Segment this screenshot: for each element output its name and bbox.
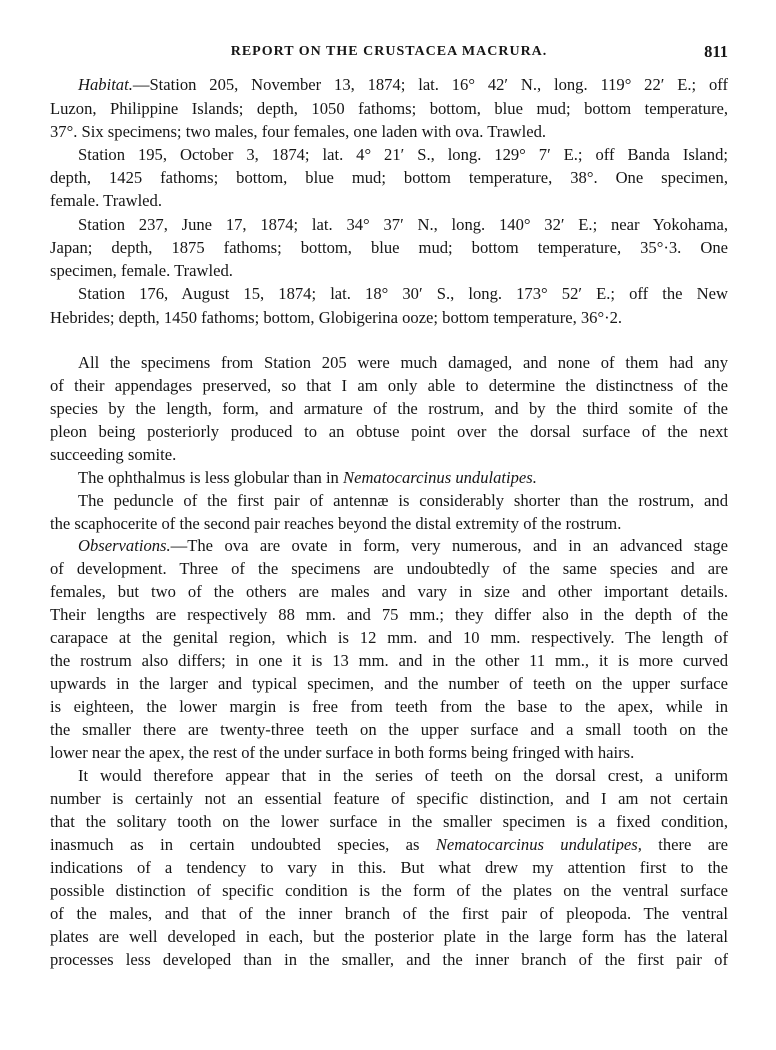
text-line [50, 397, 728, 420]
text-run: that the solitary tooth on the lower surface in the smaller specimen is a fixed condition, [50, 812, 728, 831]
text-run: Their lengths are respectively 88 mm. and 75 mm.; they differ also in the depth of the [50, 605, 728, 624]
text-run: is eighteen, the lower margin is free from teeth from the base to the apex, while in [50, 697, 728, 716]
text-line [50, 902, 728, 925]
text-run: of development. Three of the specimens are undoubtedly of the same species and are [50, 559, 728, 578]
text-run: possible distinction of specific condition is the form of the plates on the ventral surface [50, 881, 728, 900]
text-run: there are [641, 835, 728, 854]
text-run: of their appendages preserved, so that I am only able to determine the distinctness of the [50, 376, 728, 395]
italic-text: Nematocarcinus undulatipes. [343, 468, 537, 487]
text-run: the smaller there are twenty-three teeth on the upper surface and a small tooth on the [50, 720, 728, 739]
text-line [50, 443, 728, 466]
text-line [50, 557, 728, 580]
italic-text: Observations. [78, 536, 171, 555]
text-line [50, 143, 728, 166]
text-line [50, 534, 728, 557]
text-line [50, 166, 728, 189]
text-line [50, 672, 728, 695]
text-run: It would therefore appear that in the series of teeth on the dorsal crest, a uniform [78, 766, 728, 785]
text-line [50, 925, 728, 948]
text-line [50, 236, 728, 259]
text-line [50, 420, 728, 443]
text-run: The ophthalmus is less globular than in [78, 468, 344, 487]
text-line [50, 282, 728, 305]
text-run: carapace at the genital region, which is 12 mm. and 10 mm. respectively. The length of [50, 628, 728, 647]
text-line [50, 306, 728, 329]
text-line [50, 351, 728, 374]
text-line [50, 833, 728, 856]
text-run: females, but two of the others are males and vary in size and other important details. [50, 582, 728, 601]
text-run: All the specimens from Station 205 were much damaged, and none of them had any [78, 353, 728, 372]
text-line [50, 97, 728, 120]
text-run: pleon being posteriorly produced to an obtuse point over the dorsal surface of the next [50, 422, 728, 441]
text-line [50, 73, 728, 96]
text-line [50, 189, 728, 212]
text-line [50, 512, 728, 535]
text-run: specimen, female. Trawled. [50, 261, 233, 280]
running-head: REPORT ON THE CRUSTACEA MACRURA. [230, 44, 548, 59]
text-line [50, 718, 728, 741]
text-line [50, 603, 728, 626]
page-number: 811 [704, 42, 728, 61]
text-line [50, 374, 728, 397]
text-run: Station 195, October 3, 1874; lat. 4° 21′ S., long. 129° 7′ E.; off Banda Island; [78, 145, 728, 164]
text-line [50, 787, 728, 810]
text-line [50, 120, 728, 143]
text-line [50, 213, 728, 236]
text-line [50, 580, 728, 603]
text-line [50, 259, 728, 282]
text-run: the scaphocerite of the second pair reaches beyond the distal extremity of the rostrum. [50, 514, 622, 533]
text-line [50, 856, 728, 879]
text-run: female. Trawled. [50, 191, 162, 210]
text-run: processes less developed than in the smaller, and the inner branch of the first pair of [50, 950, 728, 969]
text-run: upwards in the larger and typical specimen, and the number of teeth on the upper surface [50, 674, 728, 693]
text-line [50, 879, 728, 902]
text-run: succeeding somite. [50, 445, 177, 464]
italic-text: Nematocarcinus undulatipes, [435, 835, 642, 854]
text-run: inasmuch as in certain undoubted species, as [50, 835, 436, 854]
text-line [50, 489, 728, 512]
text-line [50, 695, 728, 718]
italic-text: Habitat. [78, 75, 133, 94]
text-run: depth, 1425 fathoms; bottom, blue mud; bottom temperature, 38°. One specimen, [50, 168, 728, 187]
text-run: indications of a tendency to vary in this. But what drew my attention first to the [50, 858, 728, 877]
text-run: The peduncle of the first pair of antennæ is considerably shorter than the rostrum, and [78, 491, 728, 510]
page-header [50, 44, 728, 68]
text-line [50, 764, 728, 787]
text-run: lower near the apex, the rest of the under surface in both forms being fringed with hairs. [50, 743, 635, 762]
text-run: the rostrum also differs; in one it is 13 mm. and in the other 11 mm., it is more curved [50, 651, 728, 670]
text-line [50, 741, 728, 764]
text-run: species by the length, form, and armature of the rostrum, and by the third somite of the [50, 399, 728, 418]
text-run: Hebrides; depth, 1450 fathoms; bottom, Globigerina ooze; bottom temperature, 36°·2. [50, 308, 623, 327]
text-run: Japan; depth, 1875 fathoms; bottom, blue mud; bottom temperature, 35°·3. One [50, 238, 728, 257]
text-run: Station 176, August 15, 1874; lat. 18° 30′ S., long. 173° 52′ E.; off the New [78, 284, 728, 303]
text-run: number is certainly not an essential feature of specific distinction, and I am not certain [50, 789, 728, 808]
text-run: plates are well developed in each, but the posterior plate in the large form has the lateral [50, 927, 728, 946]
text-line [50, 626, 728, 649]
text-run: Station 237, June 17, 1874; lat. 34° 37′ N., long. 140° 32′ E.; near Yokohama, [78, 215, 728, 234]
text-line [50, 466, 728, 489]
text-run: —Station 205, November 13, 1874; lat. 16° 42′ N., long. 119° 22′ E.; off [132, 75, 728, 94]
text-run: Luzon, Philippine Islands; depth, 1050 fathoms; bottom, blue mud; bottom temperature, [50, 99, 728, 118]
text-line [50, 810, 728, 833]
text-run: of the males, and that of the inner branch of the first pair of pleopoda. The ventral [50, 904, 728, 923]
text-run: 37°. Six specimens; two males, four females, one laden with ova. Trawled. [50, 122, 547, 141]
text-line [50, 948, 728, 971]
text-line [50, 649, 728, 672]
text-run: —The ova are ovate in form, very numerous, and in an advanced stage [170, 536, 728, 555]
